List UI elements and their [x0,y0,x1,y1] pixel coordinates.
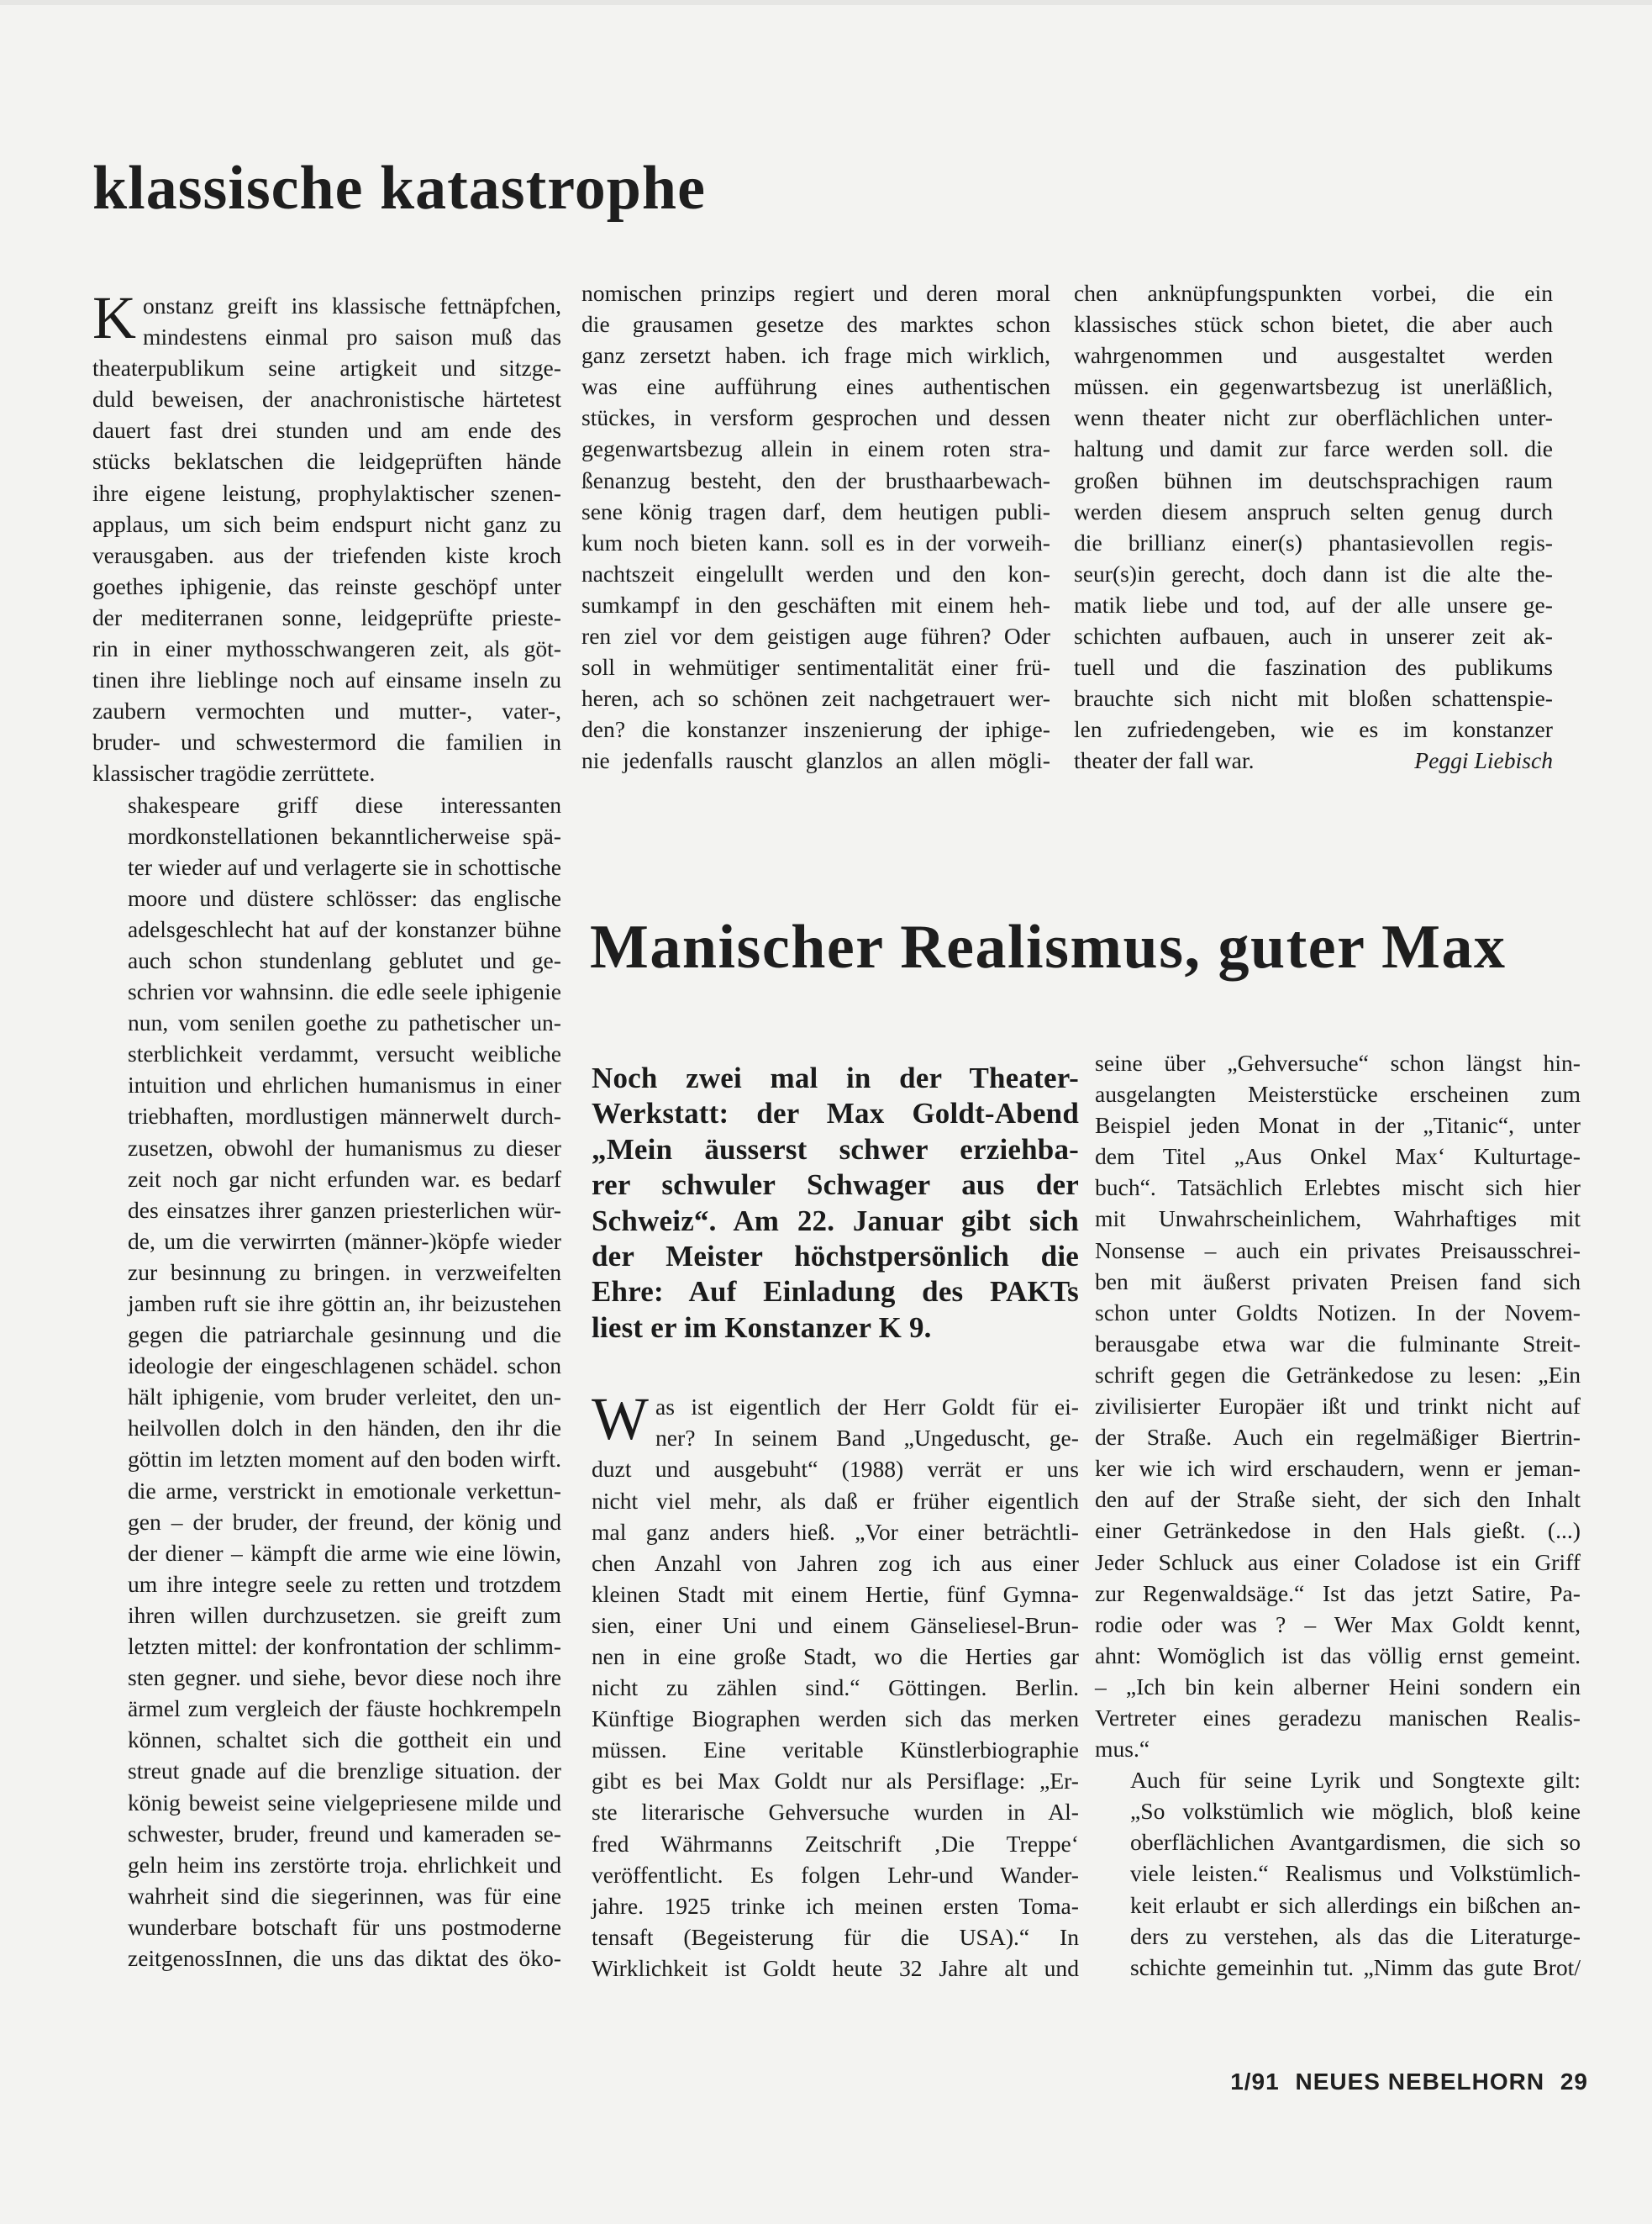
text-line: jamben ruft sie ihre göttin an, ihr beizustehen [128,1290,561,1316]
text-line: verausgaben. aus der triefenden kiste kroch [92,541,561,568]
article2-paragraph-1 [592,1385,1079,1984]
text-line: veröffentlicht. Es folgen Lehr-und Wander- [592,1861,1079,1888]
text-line: schrien vor wahnsinn. die edle seele iphigenie [128,978,561,1005]
text-line: kleinen Stadt mit einem Hertie, fünf Gymna- [592,1580,1079,1607]
text-line: Auch für seine Lyrik und Songtexte gilt: [1130,1767,1581,1794]
text-line: triebhaften, mordlustigen männerwelt durch- [128,1103,561,1130]
text-line: heilvollen dolch in den händen, den ihr die [128,1415,561,1441]
text-line: wenn theater nicht zur oberflächlichen unter- [1074,404,1553,431]
text-line: ganz zersetzt haben. ich frage mich wirklich, [581,342,1050,369]
top-edge [0,0,1652,5]
text-line: auch schon stundenlang geblutet und ge- [128,946,561,973]
text-line: nicht viel mehr, als daß er früher eigentlich [592,1487,1079,1514]
text-line: geln heim ins zerstörte troja. ehrlichkeit und [128,1851,561,1878]
text-line: ner? In seinem Band „Ungeduscht, ge- [655,1425,1079,1452]
text-line: ste literarische Gehversuche wurden in Al- [592,1799,1079,1826]
text-line: jahre. 1925 trinke ich meinen ersten Toma- [592,1892,1079,1919]
text-line: mit Unwahrscheinlichem, Wahrhaftiges mit [1095,1205,1581,1232]
text-line: seur(s)in gerecht, doch dann ist die alte the- [1074,560,1553,587]
text-line: duzt und ausgebuht“ (1988) verrät er uns [592,1456,1079,1483]
article2-column-1 [592,1061,1079,1984]
text-line: den? die konstanzer inszenierung der iphige- [581,716,1050,743]
text-line: viele leisten.“ Realismus und Volkstümlich- [1130,1860,1581,1887]
text-line: seine über „Gehversuche“ schon längst hin- [1095,1050,1581,1076]
text-line: nen in eine große Stadt, wo die Herties gar [592,1643,1079,1669]
text-line: gegenwartsbezug allein in einem roten stra- [581,435,1050,462]
text-line [1074,745,1553,776]
text-line: Vertreter eines geradezu manischen Realis- [1095,1704,1581,1731]
text-line: rin in einer mythosschwangeren zeit, als göt- [92,635,561,662]
text-line: oberflächlichen Avantgardismen, die sich so [1130,1829,1581,1856]
text-line: ausgelangten Meisterstücke erscheinen zum [1095,1081,1581,1108]
text-line: onstanz greift ins klassische fettnäpfchen, [143,292,561,319]
text-line: wahrheit sind die siegerinnen, was für eine [128,1882,561,1909]
text-line: tinen ihre lieblinge noch auf einsame inseln zu [92,667,561,693]
text-line: bruder- und schwestermord die familien in [92,729,561,756]
text-line: ihre eigene leistung, prophylaktischer szenen- [92,479,561,506]
text-line: theaterpublikum seine artigkeit und sitzge- [92,355,561,382]
article1-paragraph-3 [581,277,1050,777]
text-line: brauchte sich nicht mit bloßen schattenspie- [1074,685,1553,712]
text-line: des einsatzes ihrer ganzen priesterlichen wür- [128,1196,561,1223]
page-number: 29 [1560,2069,1588,2095]
text-line: ärmel zum vergleich der fäuste hochkrempeln [128,1695,561,1722]
issue-number: 1/91 [1230,2069,1280,2095]
text-line: können, schaltet sich die gottheit ein und [128,1726,561,1753]
text-line: göttin im letzten moment auf den boden wirft. [128,1446,561,1473]
text-line: sumkampf in den geschäften mit einem heh- [581,591,1050,618]
text-line: die arme, verstrickt in emotionale verkettun- [128,1477,561,1504]
author-byline: Peggi Liebisch [1414,747,1553,774]
text-line: ideologie der eingeschlagenen schädel. schon [128,1352,561,1379]
text-line: Nonsense – auch ein privates Preisausschrei- [1095,1236,1581,1263]
text-line: nomischen prinzips regiert und deren moral [581,280,1050,306]
article2-paragraph-3 [1095,1764,1581,1983]
text-line: werden diesem anspruch selten genug durch [1074,498,1553,524]
text-line: moore und düstere schlösser: das englische [128,884,561,911]
article-title-klassische-katastrophe: klassische katastrophe [92,154,706,223]
text-line: der Meister höchstpersönlich die [592,1240,1079,1273]
text-line: Beispiel jeden Monat in der „Titanic“, unter [1095,1112,1581,1139]
text-line: nicht zu zählen sind.“ Göttingen. Berlin. [592,1674,1079,1701]
text-line: as ist eigentlich der Herr Goldt für ei- [655,1394,1079,1420]
text-line: wahrgenommen und ausgestaltet werden [1074,342,1553,369]
text-line: die grausamen gesetze des marktes schon [581,311,1050,338]
text-line: stückes, in versform gesprochen und dessen [581,404,1050,431]
text-line: sten gegner. und siehe, bevor diese noch ihre [128,1664,561,1691]
text-line: klassisches stück schon bietet, die aber auch [1074,311,1553,338]
text-line: rer schwuler Schwager aus der [592,1168,1079,1202]
drop-cap: K [92,284,136,351]
text-line: nachtszeit eingelullt werden und den kon- [581,560,1050,587]
article1-paragraph-2 [92,789,561,1974]
text-line: intuition und ehrlichen humanismus in einer [128,1072,561,1099]
drop-cap: W [592,1385,649,1453]
text-line: ben mit äußerst privaten Preisen fand sich [1095,1267,1581,1294]
text-line: shakespeare griff diese interessanten [128,791,561,818]
text-line: heren, ach so schönen zeit nachgetrauert wer- [581,685,1050,712]
text-line: goethes iphigenie, das reinste geschöpf unter [92,572,561,599]
text-line: Noch zwei mal in der Theater- [592,1062,1079,1094]
text-line: die brillianz einer(s) phantasievollen regis- [1074,529,1553,556]
closing-line: theater der fall war. [1074,747,1255,774]
text-line: der Straße. Auch ein regelmäßiger Biertrin- [1095,1424,1581,1451]
article2-paragraph-2 [1095,1047,1581,1764]
text-line: streut gnade auf die brenzlige situation. der [128,1758,561,1784]
text-line: schon unter Goldts Notizen. In der Novem- [1095,1299,1581,1325]
text-line: schichte gemeinhin tut. „Nimm das gute Brot/ [1130,1953,1581,1980]
text-line: keit erlaubt er sich allerdings ein bißchen an- [1130,1891,1581,1918]
text-line: Werkstatt: der Max Goldt-Abend [592,1097,1079,1130]
text-line: um ihre integre seele zu retten und trotzdem [128,1570,561,1597]
text-line: klassischer tragödie zerrüttete. [92,760,376,787]
text-line: ßenanzug besteht, den der brusthaarbewach- [581,466,1050,493]
text-line: ihren willen durchzusetzen. sie greift zum [128,1601,561,1628]
text-line: wunderbare botschaft für uns postmoderne [128,1913,561,1940]
text-line: zivilisierter Europäer ißt und trinkt nicht auf [1095,1393,1581,1420]
text-line: zur besinnung zu bringen. in verzweifelten [128,1258,561,1285]
text-line: len zufriedengeben, wie es im konstanzer [1074,716,1553,743]
article2-lede [592,1061,1079,1346]
text-line: zaubern vermochten und mutter-, vater-, [92,698,561,725]
text-line: berausgabe etwa war die fulminante Streit- [1095,1330,1581,1357]
article1-paragraph-1 [92,284,561,789]
article1-column-1 [92,284,561,1974]
article1-column-2 [581,277,1050,777]
text-line: den auf der Straße sieht, der sich den Inhalt [1095,1486,1581,1513]
text-line: ders zu verstehen, als das die Literaturge- [1130,1922,1581,1949]
text-line: tensaft (Begeisterung für die USA).“ In [592,1923,1079,1950]
text-line: mordkonstellationen bekanntlicherweise spä- [128,822,561,849]
text-line: mus.“ [1095,1736,1150,1763]
text-line: sene könig tragen darf, dem heutigen publi- [581,498,1050,524]
text-line: letzten mittel: der konfrontation der schlimm- [128,1633,561,1660]
text-line: dem Titel „Aus Onkel Max‘ Kulturtage- [1095,1143,1581,1170]
text-line: gen – der bruder, der freund, der könig und [128,1508,561,1535]
text-line: „So volkstümlich wie möglich, bloß keine [1130,1798,1581,1825]
text-line: ren ziel vor dem geistigen auge führen? Oder [581,623,1050,650]
text-line: – „Ich bin kein alberner Heini sondern ein [1095,1673,1581,1700]
text-line: gegen die patriarchale gesinnung und die [128,1321,561,1348]
text-line: Künftige Biographen werden sich das merken [592,1705,1079,1732]
text-line: chen Anzahl von Jahren zog ich aus einer [592,1549,1079,1576]
text-line: großen bühnen im deutschsprachigen raum [1074,466,1553,493]
text-line: „Mein äusserst schwer erziehba- [592,1132,1079,1166]
text-line: liest er im Konstanzer K 9. [592,1310,932,1344]
page-footer [1218,2069,1588,2095]
text-line: mal ganz anders hieß. „Vor einer beträchtli- [592,1518,1079,1545]
text-line: einer Getränkedose in den Hals gießt. (...) [1095,1517,1581,1544]
text-line: stücks beklatschen die leidgeprüften hände [92,448,561,475]
text-line: schichten aufbauen, auch in unserer zeit ak- [1074,623,1553,650]
text-line: zeit noch gar nicht erfunden war. es bedarf [128,1165,561,1192]
text-line: tuell und die faszination des publikums [1074,654,1553,681]
text-line: duld beweisen, der anachronistische härtetest [92,386,561,413]
text-line: hält iphigenie, vom bruder verleitet, den un- [128,1383,561,1410]
magazine-name: NEUES NEBELHORN [1295,2069,1545,2095]
text-line: sterblichkeit verdammt, versucht weibliche [128,1041,561,1067]
text-line: ahnt: Womöglich ist das völlig ernst gemeint. [1095,1642,1581,1668]
text-line: schrift gegen die Getränkedose zu lesen: „Ein [1095,1361,1581,1388]
text-line: zeitgenossInnen, die uns das diktat des öko- [128,1944,561,1971]
article1-paragraph-4 [1074,277,1553,777]
text-line: könig beweist seine vielgepriesene milde und [128,1789,561,1816]
text-line: applaus, um sich beim endspurt nicht ganz zu [92,510,561,537]
text-line: de, um die verwirrten (männer-)köpfe wieder [128,1227,561,1254]
text-line: adelsgeschlecht hat auf der konstanzer bühne [128,915,561,942]
text-line: matik liebe und tod, auf der alle unsere ge- [1074,591,1553,618]
text-line: fred Währmanns Zeitschrift ‚Die Treppe‘ [592,1830,1079,1857]
article1-column-3 [1074,277,1553,777]
text-line: Wirklichkeit ist Goldt heute 32 Jahre alt und [592,1954,1079,1981]
text-line: müssen. ein gegenwartsbezug ist unerläßlich, [1074,373,1553,400]
article-title-manischer-realismus: Manischer Realismus, guter Max [590,913,1507,982]
text-line: kum noch bieten kann. soll es in der vorweih- [581,529,1050,556]
text-line: chen anknüpfungspunkten vorbei, die ein [1074,280,1553,306]
text-line: buch“. Tatsächlich Erlebtes mischt sich hier [1095,1174,1581,1201]
text-line: haltung und damit zur farce werden soll. die [1074,435,1553,462]
text-line: Ehre: Auf Einladung des PAKTs [592,1275,1079,1309]
text-line: ker wie ich wird erschaudern, wenn er jeman- [1095,1455,1581,1482]
text-line: ter wieder auf und verlagerte sie in schottische [128,853,561,880]
text-line: der diener – kämpft die arme wie eine löwin, [128,1539,561,1566]
text-line: zur Regenwaldsäge.“ Ist das jetzt Satire, Pa- [1095,1579,1581,1606]
text-line: dauert fast drei stunden und am ende des [92,417,561,444]
text-line: nie jedenfalls rauscht glanzlos an allen mögli- [581,747,1050,774]
text-line: sien, einer Uni und einem Gänseliesel-Brun- [592,1611,1079,1638]
text-line: der mediterranen sonne, leidgeprüfte prieste- [92,603,561,630]
text-line: müssen. Eine veritable Künstlerbiographie [592,1737,1079,1763]
text-line: Jeder Schluck aus einer Coladose ist ein Griff [1095,1548,1581,1575]
text-line: rodie oder was ? – Wer Max Goldt kennt, [1095,1610,1581,1637]
text-line: schwester, bruder, freund und kameraden se- [128,1820,561,1847]
text-line: soll in wehmütiger sentimentalität einer frü- [581,654,1050,681]
article2-column-2 [1095,1047,1581,1983]
text-line: Schweiz“. Am 22. Januar gibt sich [592,1204,1079,1237]
text-line: was eine aufführung eines authentischen [581,373,1050,400]
text-line: mindestens einmal pro saison muß das [143,324,561,350]
text-line: nun, vom senilen goethe zu pathetischer un- [128,1009,561,1036]
text-line: gibt es bei Max Goldt nur als Persiflage: „Er- [592,1768,1079,1794]
text-line: zusetzen, obwohl der humanismus zu dieser [128,1134,561,1161]
